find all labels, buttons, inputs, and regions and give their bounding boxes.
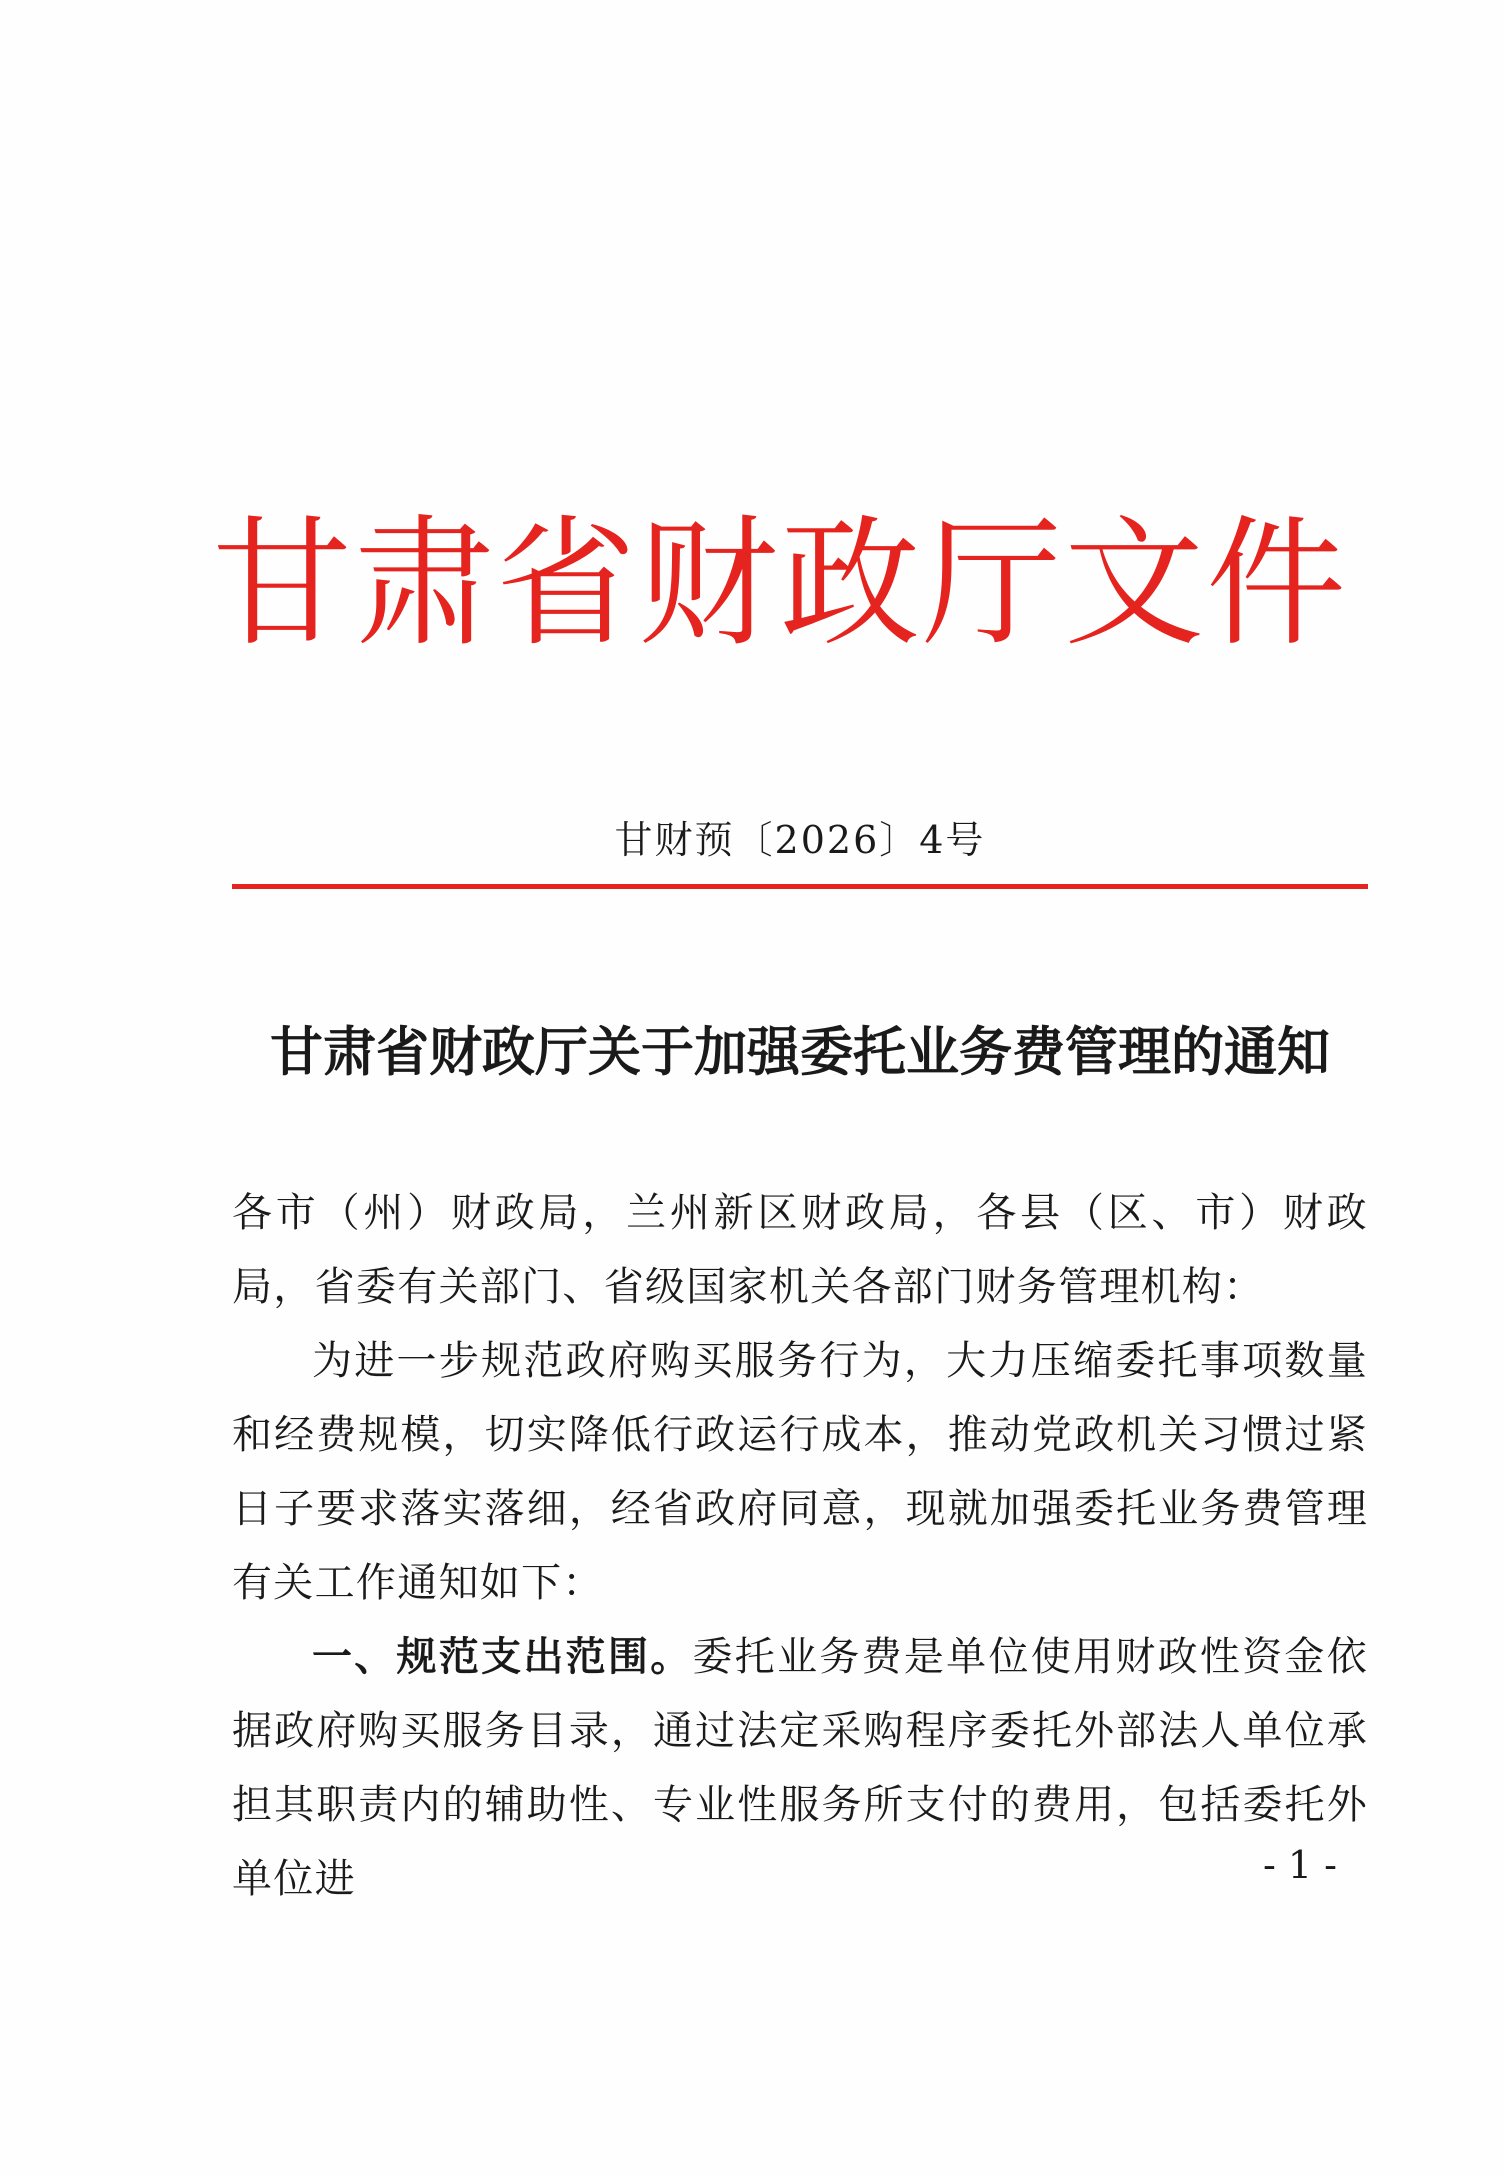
document-number: 甘财预〔2026〕4号 [614,818,986,862]
section-1-heading: 一、规范支出范围。 [312,1633,693,1680]
page-number: - 1 - [1262,1843,1337,1887]
section-1-text: 委托业务费是单位使用财政性资金依据政府购买服务目录，通过法定采购程序委托外部法人单位承担其职责内的辅助性、专业性服务所支付的费用，包括委托外单位进 [232,1634,1368,1902]
red-separator-line [232,884,1368,889]
masthead-title: 甘肃省财政厅文件 [211,503,1348,666]
addressee-paragraph: 各市（州）财政局，兰州新区财政局，各县（区、市）财政局，省委有关部门、省级国家机关各部门财务管理机构： [232,1190,1368,1310]
section-1-paragraph [232,1620,1368,1916]
document-title: 甘肃省财政厅关于加强委托业务费管理的通知 [270,1021,1330,1083]
intro-paragraph: 为进一步规范政府购买服务行为，大力压缩委托事项数量和经费规模，切实降低行政运行成本，推动党政机关习惯过紧日子要求落实落细，经省政府同意，现就加强委托业务费管理有关工作通知如下： [232,1338,1368,1606]
document-body [232,1176,1368,1916]
